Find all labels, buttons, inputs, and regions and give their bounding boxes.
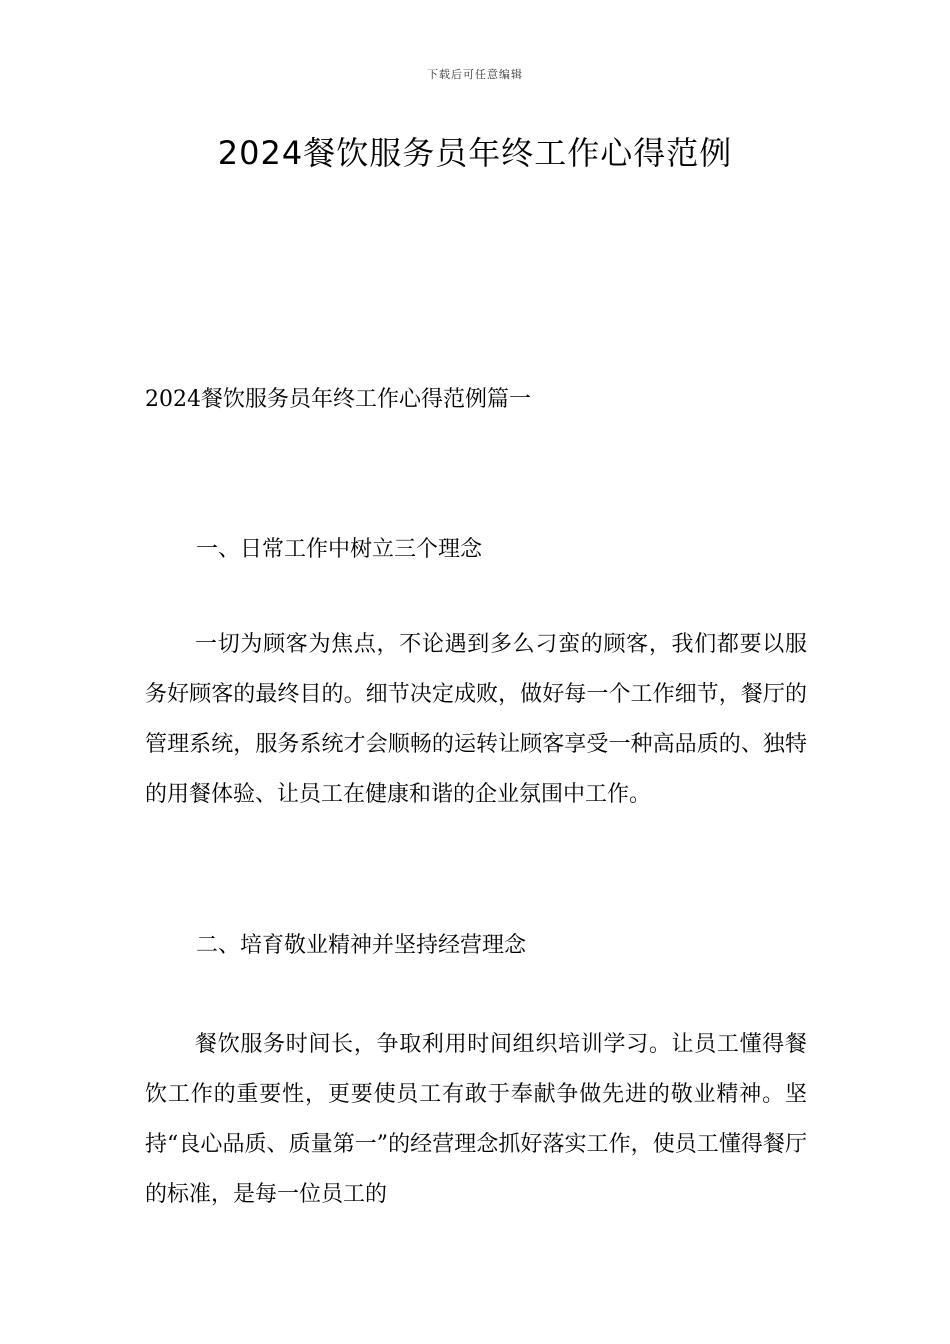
section-heading-1: 一、日常工作中树立三个理念 — [196, 537, 483, 562]
section-title: 2024餐饮服务员年终工作心得范例篇一 — [145, 387, 531, 412]
section-paragraph-2: 餐饮服务时间长，争取利用时间组织培训学习。让员工懂得餐饮工作的重要性，更要使员工有敢于奉献争做先进的敬业精神。坚持“良心品质、质量第一”的经营理念抓好落实工作，使员工懂得餐厅的标准，是每一位员工的 — [145, 1032, 807, 1207]
document-title: 2024餐饮服务员年终工作心得范例 — [217, 134, 733, 172]
section-paragraph-1: 一切为顾客为焦点，不论遇到多么刁蛮的顾客，我们都要以服务好顾客的最终目的。细节决定成败，做好每一个工作细节，餐厅的管理系统，服务系统才会顺畅的运转让顾客享受一种高品质的、独特的用餐体验、让员工在健康和谐的企业氛围中工作。 — [145, 632, 807, 807]
section-heading-2: 二、培育敬业精神并坚持经营理念 — [196, 933, 527, 958]
header-note: 下载后可任意编辑 — [427, 68, 523, 81]
